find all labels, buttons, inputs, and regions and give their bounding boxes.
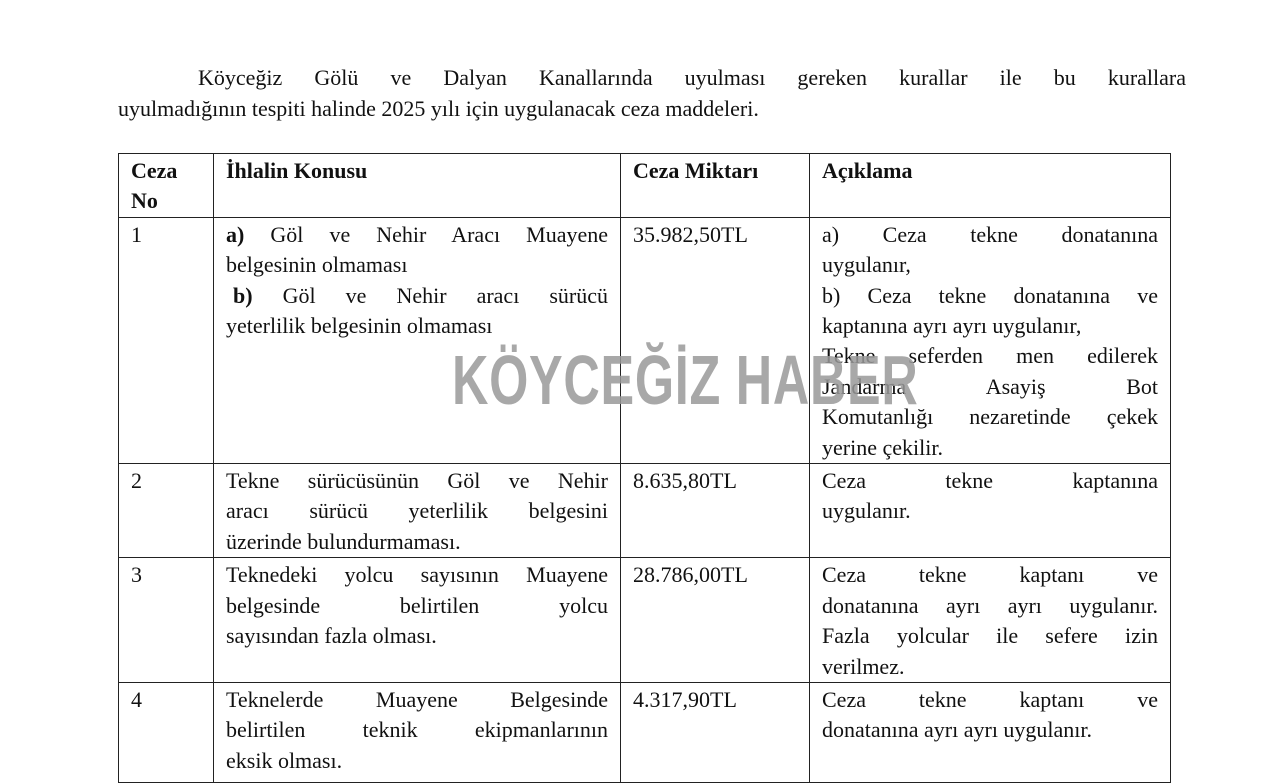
header-penalty-amount: Ceza Miktarı xyxy=(621,154,810,218)
header-violation-subject: İhlalin Konusu xyxy=(214,154,621,218)
row-description: Ceza tekne kaptanı ve donatanına ayrı ayrı uygulanır. xyxy=(810,682,1171,782)
row-subject: a) Göl ve Nehir Aracı Muayene belgesinin olmaması b) Göl ve Nehir aracı sürücü yeterlilik belgesinin olmaması xyxy=(214,217,621,463)
header-penalty-no: Ceza No xyxy=(119,154,214,218)
table-header-row xyxy=(119,154,1171,218)
intro-line-1: Köyceğiz Gölü ve Dalyan Kanallarında uyulması gereken kurallar ile bu kurallara xyxy=(198,65,1186,90)
penalty-table xyxy=(118,153,1171,783)
row-subject: Tekne sürücüsünün Göl ve Nehir aracı sürücü yeterlilik belgesini üzerinde bulundurmaması. xyxy=(214,464,621,558)
header-description: Açıklama xyxy=(810,154,1171,218)
row-amount: 28.786,00TL xyxy=(621,558,810,683)
row-number: 4 xyxy=(119,682,214,782)
row-number: 2 xyxy=(119,464,214,558)
row-number: 3 xyxy=(119,558,214,683)
table-row xyxy=(119,217,1171,463)
intro-paragraph xyxy=(118,62,1186,124)
row-amount: 35.982,50TL xyxy=(621,217,810,463)
table-row xyxy=(119,464,1171,558)
row-number: 1 xyxy=(119,217,214,463)
row-subject: Teknelerde Muayene Belgesinde belirtilen teknik ekipmanlarının eksik olması. xyxy=(214,682,621,782)
row-description: Ceza tekne kaptanı ve donatanına ayrı ayrı uygulanır. Fazla yolcular ile sefere izin verilmez. xyxy=(810,558,1171,683)
row-description: Ceza tekne kaptanına uygulanır. xyxy=(810,464,1171,558)
row-amount: 8.635,80TL xyxy=(621,464,810,558)
table-row xyxy=(119,682,1171,782)
row-description: a) Ceza tekne donatanına uygulanır, b) Ceza tekne donatanına ve kaptanına ayrı ayrı uygulanır, Tekne seferden men edilerek Jandarma Asayiş Bot Komutanlığı nezaretinde çekek yerine çekilir. xyxy=(810,217,1171,463)
watermark-logo: KÖYCEĞİZ HABER xyxy=(452,341,919,419)
intro-line-2: uyulmadığının tespiti halinde 2025 yılı için uygulanacak ceza maddeleri. xyxy=(118,96,759,121)
row-amount: 4.317,90TL xyxy=(621,682,810,782)
row-subject: Teknedeki yolcu sayısının Muayene belgesinde belirtilen yolcu sayısından fazla olması. xyxy=(214,558,621,683)
table-row xyxy=(119,558,1171,683)
